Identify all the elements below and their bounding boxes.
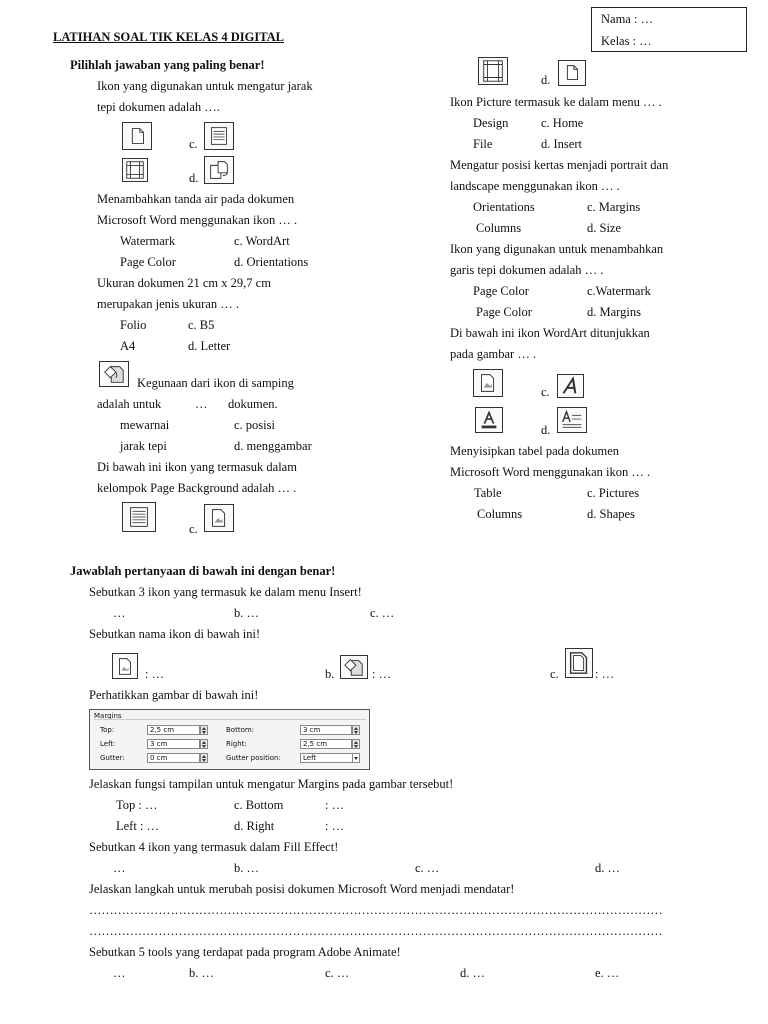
e4-question: Sebutkan 4 ikon yang termasuk dalam Fill Effect! bbox=[89, 840, 339, 854]
q4-text-blank: … bbox=[195, 397, 208, 411]
q1-text-line1: Ikon yang digunakan untuk mengatur jarak bbox=[97, 79, 313, 93]
margins-dialog bbox=[89, 709, 370, 770]
size-icon bbox=[558, 60, 586, 86]
q7-option-b: Columns bbox=[476, 221, 522, 235]
e5-answer-line: …………………………………………………………………………………………………………………………… bbox=[89, 924, 663, 938]
q3-text-line2: merupakan jenis ukuran … . bbox=[97, 297, 239, 311]
multiple-choice-heading: Pilihlah jawaban yang paling benar! bbox=[70, 58, 265, 72]
q7-option-d: d. Size bbox=[587, 221, 622, 235]
q4-option-c: c. posisi bbox=[234, 418, 275, 432]
q4-option-b: jarak tepi bbox=[120, 439, 167, 453]
q3-text-line1: Ukuran dokumen 21 cm x 29,7 cm bbox=[97, 276, 271, 290]
q9-option-c-letter: c. bbox=[541, 385, 550, 399]
orientation-icon bbox=[204, 156, 234, 184]
q4-option-a: mewarnai bbox=[120, 418, 170, 432]
name-field-label: Nama : … bbox=[601, 12, 654, 26]
q9-text-line2: pada gambar … . bbox=[450, 347, 537, 361]
q10-text-line1: Menyisipkan tabel pada dokumen bbox=[450, 444, 620, 458]
q2-option-a: Watermark bbox=[120, 234, 176, 248]
q2-option-d: d. Orientations bbox=[234, 255, 309, 269]
e4-answer-c: c. … bbox=[415, 861, 440, 875]
picture-icon bbox=[473, 369, 503, 397]
margins-dialog-title: Margins bbox=[94, 712, 122, 720]
q5-option-c-letter: c. bbox=[189, 522, 198, 536]
q2-option-b: Page Color bbox=[120, 255, 176, 269]
q3-option-c: c. B5 bbox=[188, 318, 215, 332]
picture-icon bbox=[204, 504, 234, 532]
bottom-label: Bottom: bbox=[226, 726, 255, 734]
q8-option-b: Page Color bbox=[476, 305, 532, 319]
gutter-spinner[interactable] bbox=[200, 753, 208, 763]
e2-answer-a: : … bbox=[145, 667, 165, 681]
q8-text-line2: garis tepi dokumen adalah … . bbox=[450, 263, 604, 277]
e6-answer-b: b. … bbox=[189, 966, 214, 980]
gutter-field[interactable]: 0 cm bbox=[147, 753, 200, 763]
e3b-bottom-value: : … bbox=[325, 798, 345, 812]
q1-option-d-letter: d. bbox=[189, 171, 199, 185]
q6-text-line1: Ikon Picture termasuk ke dalam menu … . bbox=[450, 95, 662, 109]
picture-icon bbox=[112, 653, 138, 679]
bottom-margin-field[interactable]: 3 cm bbox=[300, 725, 352, 735]
q8-option-c: c.Watermark bbox=[587, 284, 651, 298]
right-margin-spinner[interactable] bbox=[352, 739, 360, 749]
columns-page-icon bbox=[122, 502, 156, 532]
q7-text-line2: landscape menggunakan ikon … . bbox=[450, 179, 620, 193]
chevron-down-icon[interactable] bbox=[352, 753, 360, 763]
e1-answer-b: b. … bbox=[234, 606, 259, 620]
identity-box bbox=[591, 7, 747, 52]
q7-text-line1: Mengatur posisi kertas menjadi portrait dan bbox=[450, 158, 669, 172]
q10-option-b: Columns bbox=[477, 507, 523, 521]
essay-heading: Jawablah pertanyaan di bawah ini dengan benar! bbox=[70, 564, 336, 578]
q5-option-d-letter: d. bbox=[541, 73, 551, 87]
gutter-position-select[interactable]: Left bbox=[300, 753, 360, 763]
right-label: Right: bbox=[226, 740, 247, 748]
e2-question: Sebutkan nama ikon di bawah ini! bbox=[89, 627, 261, 641]
left-margin-field[interactable]: 3 cm bbox=[147, 739, 200, 749]
q3-option-a: Folio bbox=[120, 318, 147, 332]
e3b-bottom: c. Bottom bbox=[234, 798, 284, 812]
e6-answer-a: … bbox=[113, 966, 126, 980]
e3b-question: Jelaskan fungsi tampilan untuk mengatur Margins pada gambar tersebut! bbox=[89, 777, 454, 791]
margins-icon bbox=[122, 158, 148, 182]
e3b-left: Left : … bbox=[116, 819, 160, 833]
e2-label-b: b. bbox=[325, 667, 335, 681]
top-margin-field[interactable]: 2,5 cm bbox=[147, 725, 200, 735]
e1-question: Sebutkan 3 ikon yang termasuk ke dalam menu Insert! bbox=[89, 585, 362, 599]
q1-text-line2: tepi dokumen adalah …. bbox=[97, 100, 220, 114]
class-field-label: Kelas : … bbox=[601, 34, 652, 48]
q6-option-a: Design bbox=[473, 116, 509, 130]
page-color-icon bbox=[340, 655, 368, 679]
page-color-icon bbox=[99, 361, 129, 387]
q9-option-d-letter: d. bbox=[541, 423, 551, 437]
e4-answer-d: d. … bbox=[595, 861, 620, 875]
q5-text-line1: Di bawah ini ikon yang termasuk dalam bbox=[97, 460, 297, 474]
gutter-position-label: Gutter position: bbox=[226, 754, 281, 762]
q7-option-a: Orientations bbox=[473, 200, 535, 214]
size-icon bbox=[122, 122, 152, 150]
q2-text-line1: Menambahkan tanda air pada dokumen bbox=[97, 192, 295, 206]
e2-answer-c: : … bbox=[595, 667, 615, 681]
e1-answer-c: c. … bbox=[370, 606, 395, 620]
q8-option-a: Page Color bbox=[473, 284, 529, 298]
q8-option-d: d. Margins bbox=[587, 305, 641, 319]
page-borders-icon bbox=[565, 648, 593, 678]
text-box-underline-icon bbox=[475, 407, 503, 433]
q2-text-line2: Microsoft Word menggunakan ikon … . bbox=[97, 213, 298, 227]
q10-option-d: d. Shapes bbox=[587, 507, 635, 521]
wordart-icon bbox=[557, 374, 584, 398]
columns-page-icon bbox=[204, 122, 234, 150]
q10-option-c: c. Pictures bbox=[587, 486, 640, 500]
e5-answer-line: …………………………………………………………………………………………………………………………… bbox=[89, 903, 663, 917]
q6-option-c: c. Home bbox=[541, 116, 584, 130]
q10-option-a: Table bbox=[474, 486, 502, 500]
e1-answer-a: … bbox=[113, 606, 126, 620]
e6-answer-c: c. … bbox=[325, 966, 350, 980]
q5-text-line2: kelompok Page Background adalah … . bbox=[97, 481, 297, 495]
e5-question: Jelaskan langkah untuk merubah posisi dokumen Microsoft Word menjadi mendatar! bbox=[89, 882, 515, 896]
page-title: LATIHAN SOAL TIK KELAS 4 DIGITAL bbox=[53, 30, 284, 44]
bottom-margin-spinner[interactable] bbox=[352, 725, 360, 735]
margins-icon bbox=[478, 57, 508, 85]
q2-option-c: c. WordArt bbox=[234, 234, 290, 248]
q3-option-b: A4 bbox=[120, 339, 136, 353]
q9-text-line1: Di bawah ini ikon WordArt ditunjukkan bbox=[450, 326, 650, 340]
q8-text-line1: Ikon yang digunakan untuk menambahkan bbox=[450, 242, 664, 256]
right-margin-field[interactable]: 2,5 cm bbox=[300, 739, 352, 749]
e4-answer-a: … bbox=[113, 861, 126, 875]
q6-option-b: File bbox=[473, 137, 493, 151]
gutter-label: Gutter: bbox=[100, 754, 125, 762]
e3b-right-value: : … bbox=[325, 819, 345, 833]
left-label: Left: bbox=[100, 740, 116, 748]
q4-text-line2a: adalah untuk bbox=[97, 397, 162, 411]
e3b-right: d. Right bbox=[234, 819, 275, 833]
q6-option-d: d. Insert bbox=[541, 137, 582, 151]
e3-question: Perhatikkan gambar di bawah ini! bbox=[89, 688, 259, 702]
e6-question: Sebutkan 5 tools yang terdapat pada program Adobe Animate! bbox=[89, 945, 401, 959]
q4-option-d: d. menggambar bbox=[234, 439, 312, 453]
q4-text-line1: Kegunaan dari ikon di samping bbox=[137, 376, 294, 390]
top-label: Top: bbox=[100, 726, 115, 734]
e4-answer-b: b. … bbox=[234, 861, 259, 875]
q7-option-c: c. Margins bbox=[587, 200, 641, 214]
q10-text-line2: Microsoft Word menggunakan ikon … . bbox=[450, 465, 651, 479]
q4-text-line2c: dokumen. bbox=[228, 397, 278, 411]
e6-answer-e: e. … bbox=[595, 966, 620, 980]
left-margin-spinner[interactable] bbox=[200, 739, 208, 749]
margins-group-line bbox=[94, 719, 366, 720]
e3b-top: Top : … bbox=[116, 798, 158, 812]
text-page-icon bbox=[557, 407, 587, 433]
e2-label-c: c. bbox=[550, 667, 559, 681]
top-margin-spinner[interactable] bbox=[200, 725, 208, 735]
e2-answer-b: : … bbox=[372, 667, 392, 681]
e6-answer-d: d. … bbox=[460, 966, 485, 980]
q3-option-d: d. Letter bbox=[188, 339, 231, 353]
q1-option-c-letter: c. bbox=[189, 137, 198, 151]
